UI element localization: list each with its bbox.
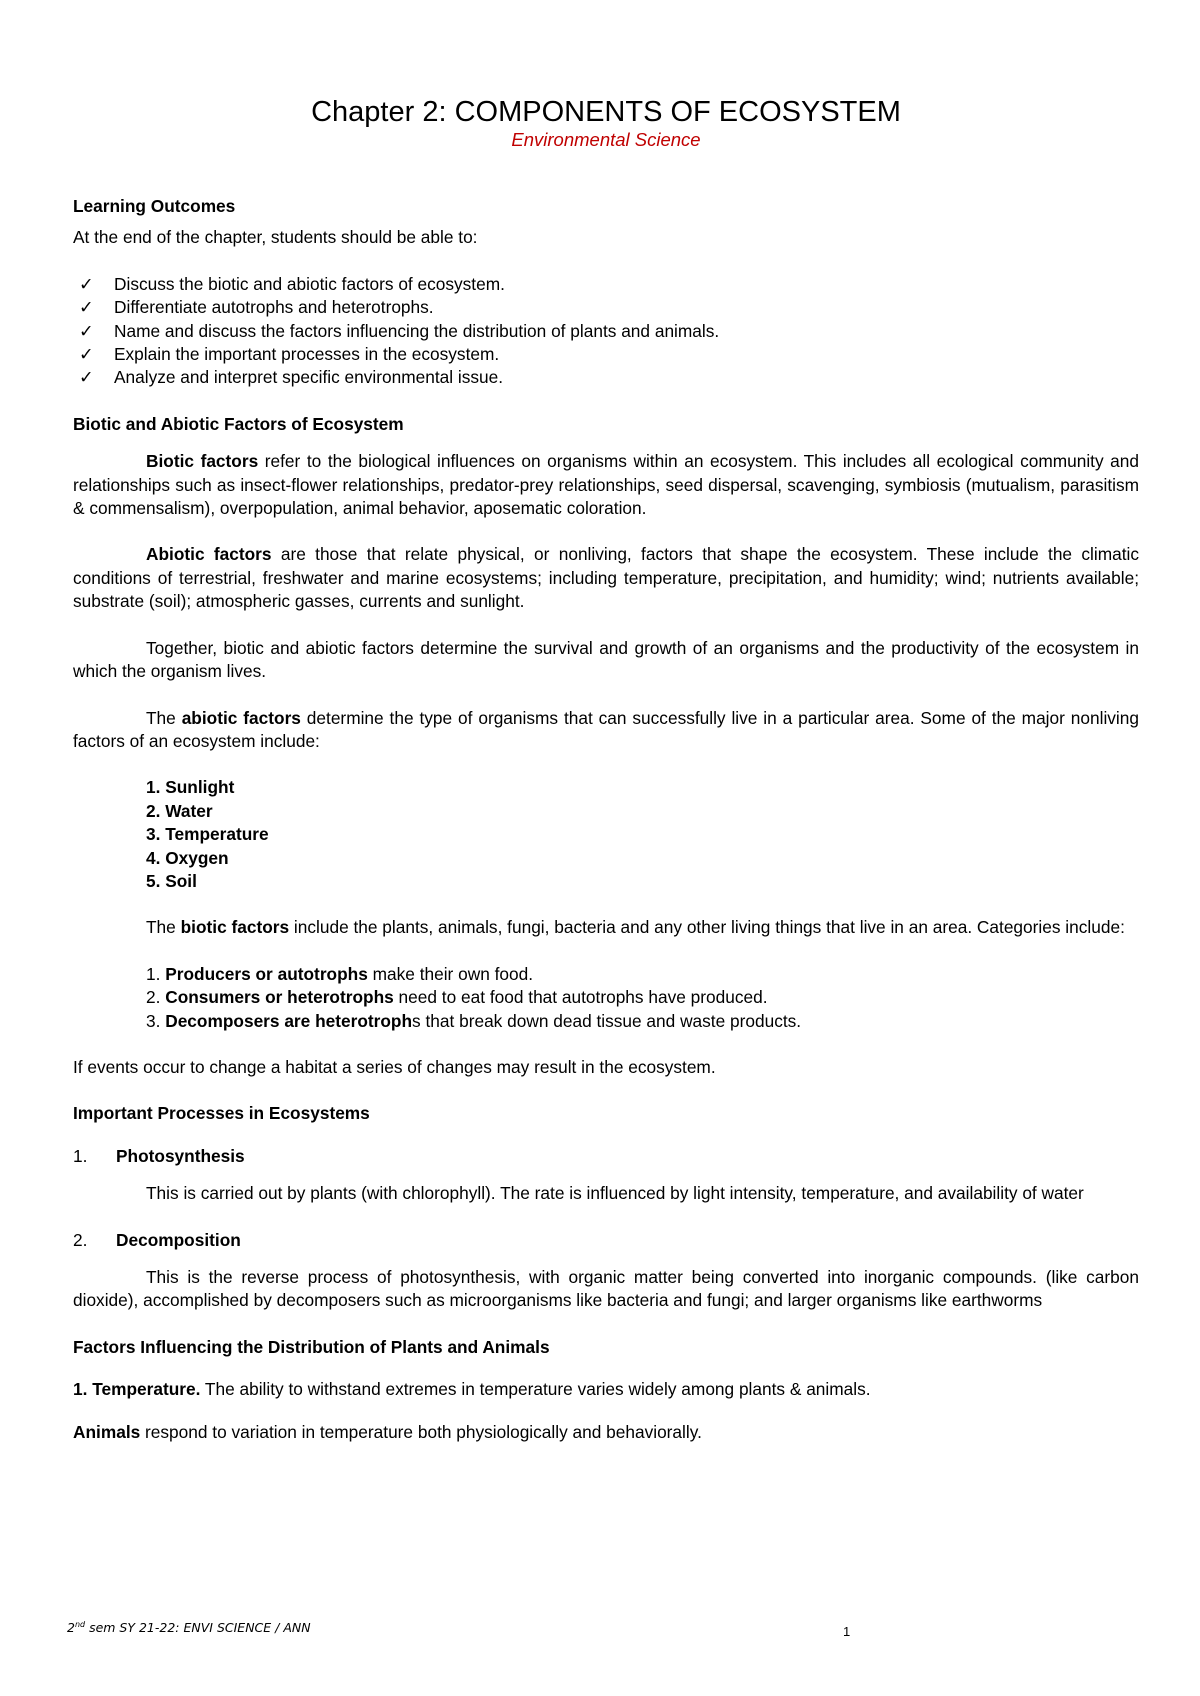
page-footer-label: 2nd sem SY 21-22: ENVI SCIENCE / ANN bbox=[67, 1620, 311, 1636]
process-body: This is carried out by plants (with chlorophyll). The rate is influenced by light intensity, temperature, and availability of water bbox=[146, 1183, 1084, 1204]
list-item: ✓ Analyze and interpret specific environmental issue. bbox=[73, 366, 1139, 389]
checkmark-icon: ✓ bbox=[79, 367, 94, 388]
checkmark-icon: ✓ bbox=[79, 344, 94, 365]
process-body: This is the reverse process of photosynthesis, with organic matter being converted into inorganic compounds. (like carbon dioxide), accomplished by decomposers such as microorganisms like bacteria and fungi; and larger organisms like earthworms bbox=[73, 1267, 1139, 1311]
list-item: 1. Sunlight bbox=[146, 777, 235, 798]
biotic-categories-list bbox=[146, 963, 1139, 1033]
list-item: 3. Temperature bbox=[146, 824, 269, 845]
list-item: 4. Oxygen bbox=[146, 847, 229, 868]
abiotic-factors-list bbox=[146, 776, 1139, 893]
abiotic-paragraph: Abiotic factors are those that relate physical, or nonliving, factors that shape the ecosystem. These include the climatic conditions of terrestrial, freshwater and marine ecosystems; including temperature, precipitation, and humidity; wind; nutrients available; substrate (soil); atmospheric gasses, currents and sunlight. bbox=[73, 544, 1139, 612]
checkmark-icon: ✓ bbox=[79, 297, 94, 318]
list-item: ✓ Name and discuss the factors influencing the distribution of plants and animals. bbox=[73, 320, 1139, 343]
learning-outcomes-list bbox=[73, 273, 1139, 390]
list-item: ✓ Differentiate autotrophs and heterotrophs. bbox=[73, 296, 1139, 319]
biotic-intro-paragraph: The biotic factors include the plants, animals, fungi, bacteria and any other living things that live in an area. Categories include: bbox=[146, 917, 1125, 938]
temperature-paragraph: 1. Temperature. The ability to withstand extremes in temperature varies widely among plants & animals. bbox=[73, 1379, 871, 1400]
page-subtitle: Environmental Science bbox=[511, 129, 701, 150]
factors-heading: Factors Influencing the Distribution of Plants and Animals bbox=[73, 1336, 550, 1357]
process-title: 2. Decomposition bbox=[73, 1229, 241, 1250]
list-item: 3. Decomposers are heterotrophs that break down dead tissue and waste products. bbox=[146, 1010, 802, 1031]
document-page bbox=[73, 95, 1139, 1467]
biotic-paragraph: Biotic factors refer to the biological influences on organisms within an ecosystem. This includes all ecological community and relationships such as insect-flower relationships, predator-prey relationships, seed dispersal, scavenging, symbiosis (mutualism, parasitism & commensalism), overpopulation, animal behavior, aposematic coloration. bbox=[73, 451, 1140, 519]
habitat-change-paragraph: If events occur to change a habitat a series of changes may result in the ecosystem. bbox=[73, 1056, 716, 1077]
biotic-abiotic-heading: Biotic and Abiotic Factors of Ecosystem bbox=[73, 413, 404, 434]
checkmark-icon: ✓ bbox=[79, 320, 94, 341]
abiotic-intro-paragraph: The abiotic factors determine the type of organisms that can successfully live in a particular area. Some of the major nonliving factors of an ecosystem include: bbox=[73, 707, 1139, 751]
processes-heading: Important Processes in Ecosystems bbox=[73, 1103, 370, 1124]
learning-intro: At the end of the chapter, students should be able to: bbox=[73, 227, 478, 248]
page-title: Chapter 2: COMPONENTS OF ECOSYSTEM bbox=[311, 96, 901, 128]
list-item: 5. Soil bbox=[146, 870, 197, 891]
checkmark-icon: ✓ bbox=[79, 273, 94, 294]
animals-paragraph: Animals respond to variation in temperature both physiologically and behaviorally. bbox=[73, 1421, 702, 1442]
list-item: 2. Consumers or heterotrophs need to eat food that autotrophs have produced. bbox=[146, 987, 768, 1008]
list-item: 1. Producers or autotrophs make their own food. bbox=[146, 963, 534, 984]
list-item: ✓ Explain the important processes in the ecosystem. bbox=[73, 343, 1139, 366]
learning-outcomes-heading: Learning Outcomes bbox=[73, 196, 236, 216]
process-title: 1. Photosynthesis bbox=[73, 1145, 245, 1166]
page-number: 1 bbox=[843, 1624, 851, 1639]
list-item: ✓ Discuss the biotic and abiotic factors of ecosystem. bbox=[73, 273, 1139, 296]
together-paragraph: Together, biotic and abiotic factors determine the survival and growth of an organisms and the productivity of the ecosystem in which the organism lives. bbox=[73, 637, 1139, 682]
list-item: 2. Water bbox=[146, 800, 213, 821]
